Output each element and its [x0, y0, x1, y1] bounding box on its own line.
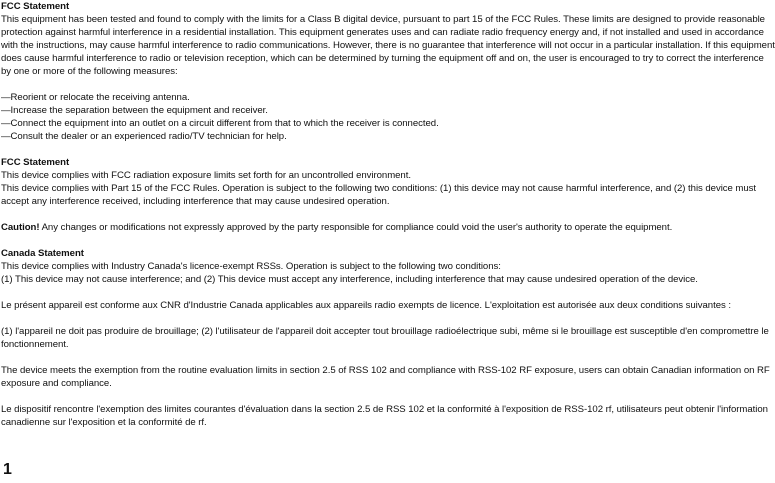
spacer	[1, 78, 775, 91]
measure-item: —Reorient or relocate the receiving antenna.	[1, 92, 190, 103]
canada-conditions-text: (1) This device may not cause interference; and (2) This device must accept any interference, including interference that may cause undesired operation of the device.	[1, 274, 698, 285]
measure-item: —Connect the equipment into an outlet on a circuit different from that to which the receiver is connected.	[1, 118, 439, 129]
rf-exposure-french: Le dispositif rencontre l'exemption des limites courantes d'évaluation dans la section 2.5 de RSS 102 et la conformité à l'exposition de RSS-102 rf, utilisateurs peut obtenir l'information canadienne sur l'exposition et la conformité de rf.	[1, 404, 768, 428]
rf-exposure-english: The device meets the exemption from the routine evaluation limits in section 2.5 of RSS 102 and compliance with RSS-102 RF exposure, users can obtain Canadian information on RF exposure and compliance.	[1, 365, 770, 389]
page-number: 1	[3, 461, 12, 478]
spacer	[1, 234, 775, 247]
spacer	[1, 312, 775, 325]
fcc-exposure-text: This device complies with FCC radiation exposure limits set forth for an uncontrolled environment.	[1, 170, 411, 181]
canada-statement-heading: Canada Statement	[1, 248, 84, 259]
fcc-statement-heading: FCC Statement	[1, 1, 70, 12]
fcc-part15-text: This device complies with Part 15 of the FCC Rules. Operation is subject to the following two conditions: (1) this device may not cause harmful interference, and (2) this device must accept any interference received, including interference that may cause undesired operation.	[1, 183, 757, 207]
canada-rss-text: This device complies with Industry Canada's licence-exempt RSSs. Operation is subject to the following two conditions:	[1, 261, 501, 272]
measure-item: —Consult the dealer or an experienced radio/TV technician for help.	[1, 131, 287, 142]
caution-paragraph	[1, 221, 775, 234]
measure-item: —Increase the separation between the equipment and receiver.	[1, 105, 268, 116]
canada-french-intro: Le présent appareil est conforme aux CNR d'Industrie Canada applicables aux appareils radio exempts de licence. L'exploitation est autorisée aux deux conditions suivantes :	[1, 300, 731, 311]
spacer	[1, 390, 775, 403]
fcc-statement-2-heading: FCC Statement	[1, 157, 70, 168]
spacer	[1, 351, 775, 364]
spacer	[1, 143, 775, 156]
fcc-statement-body: This equipment has been tested and found to comply with the limits for a Class B digital device, pursuant to part 15 of the FCC Rules. These limits are designed to provide reasonable protection against harmful interference in a residential installation. This equipment generates uses and can radiate radio frequency energy and, if not installed and used in accordance with the instructions, may cause harmful interference to radio communications. However, there is no guarantee that interference will not occur in a particular installation. If this equipment does cause harmful interference to radio or television reception, which can be determined by turning the equipment off and on, the user is encouraged to try to correct the interference by one or more of the following measures:	[1, 14, 775, 77]
canada-french-conditions: (1) l'appareil ne doit pas produire de brouillage; (2) l'utilisateur de l'appareil doit accepter tout brouillage radioélectrique subi, même si le brouillage est susceptible d'en compromettre le fonctionnement.	[1, 326, 769, 350]
spacer	[1, 286, 775, 299]
caution-label: Caution!	[1, 222, 40, 233]
spacer	[1, 208, 775, 221]
caution-text: Any changes or modifications not expressly approved by the party responsible for compliance could void the user's authority to operate the equipment.	[39, 222, 673, 233]
